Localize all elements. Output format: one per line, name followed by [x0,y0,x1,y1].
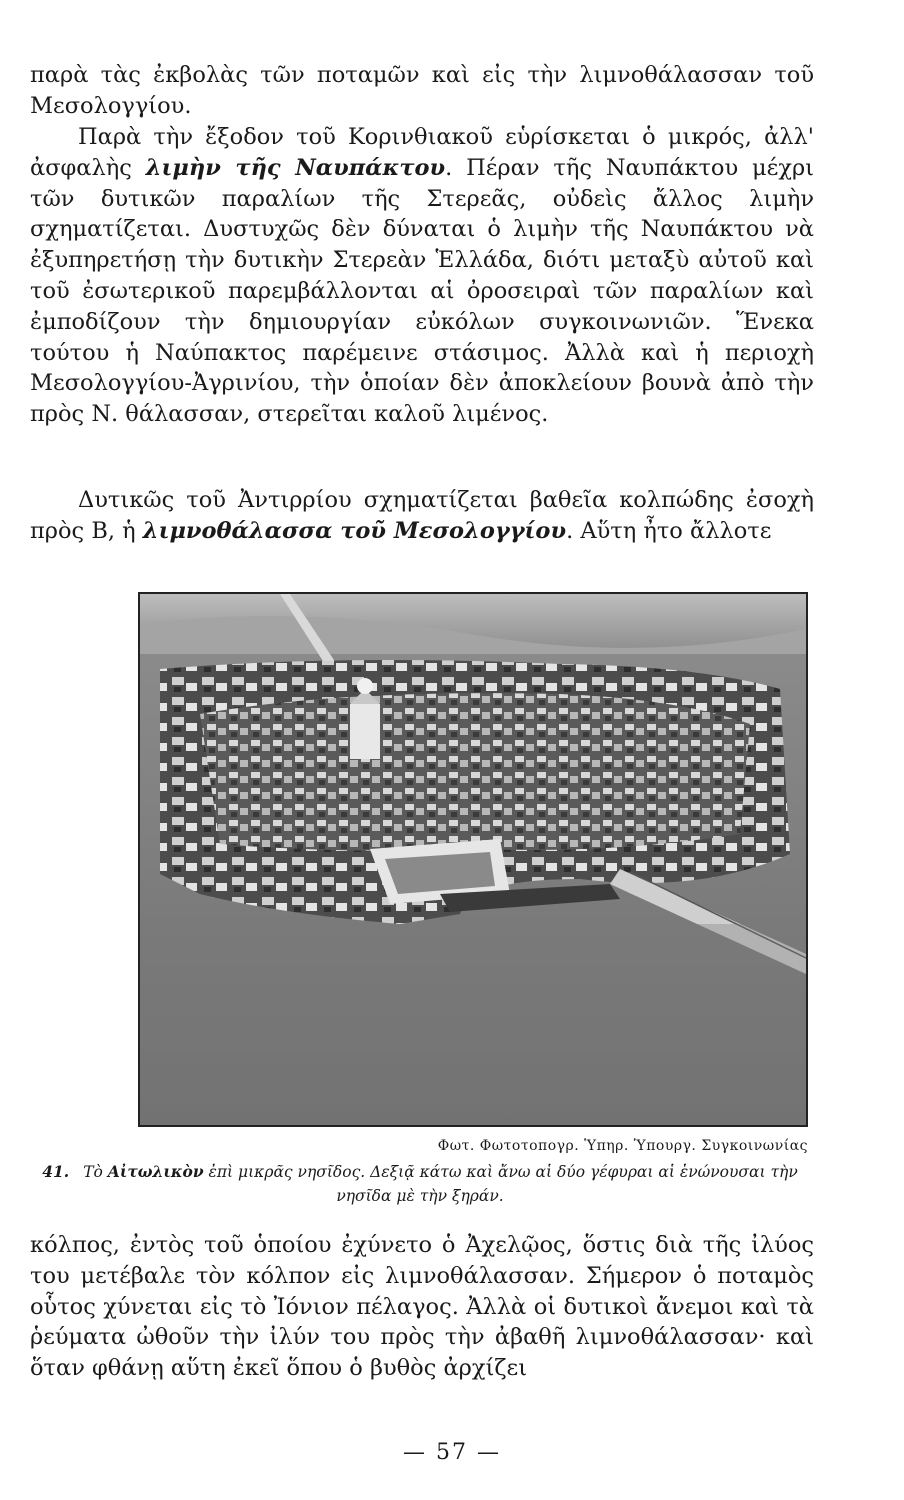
emphasis-term: λιμνοθάλασσα τοῦ Μεσολογγίου [142,517,567,544]
caption-place-name: Αἰτωλικὸν [107,1162,204,1181]
aitoliko-aerial-image [140,594,806,1125]
paragraph-text: . Πέραν τῆς Ναυπάκτου μέχρι τῶν δυτικῶν παραλίων τῆς Στερεᾶς, οὐδεὶς ἄλλος λιμὴν σχηματίζεται. Δυστυχῶς δὲν δύναται ὁ λιμὴν τῆς Ναυπάκτου νὰ ἐξυπηρετήσῃ τὴν δυτικὴν Στερεὰν Ἑλλάδα, διότι μεταξὺ αὐτοῦ καὶ τοῦ ἐσωτερικοῦ παρεμβάλλονται αἱ ὀροσειραὶ τῶν παραλίων καὶ ἐμποδίζουν τὴν δημιουργίαν εὐκόλων συγκοινωνιῶν. Ἕνεκα τούτου ἡ Ναύπακτος παρέμεινε στάσιμος. Ἀλλὰ καὶ ἡ περιοχὴ Μεσολογγίου-Ἀγρινίου, τὴν ὁποίαν δὲν ἀποκλείουν βουνὰ ἀπὸ τὴν πρὸς Ν. θάλασσαν, στερεῖται καλοῦ λιμένος. [30,154,814,428]
paragraph-acheloos [30,1230,814,1384]
paragraph-text: κόλπος, ἐντὸς τοῦ ὁποίου ἐχύνετο ὁ Ἀχελῷος, ὅστις διὰ τῆς ἰλύος του μετέβαλε τὸν κόλπον εἰς λιμνοθάλασσαν. Σήμερον ὁ ποταμὸς οὗτος χύνεται εἰς τὸ Ἰόνιον πέλαγος. Ἀλλὰ οἱ δυτικοὶ ἄνεμοι καὶ τὰ ῥεύματα ὠθοῦν τὴν ἰλύν του πρὸς τὴν ἀβαθῆ λιμνοθάλασσαν· καὶ ὅταν φθάνῃ αὕτη ἐκεῖ ὅπου ὁ βυθὸς ἀρχίζει [30,1232,814,1382]
paragraph-text: παρὰ τὰς ἐκβολὰς τῶν ποταμῶν καὶ εἰς τὴν λιμνοθάλασσαν τοῦ Μεσολογγίου. [30,62,814,119]
photo-credit: Φωτ. Φωτοτοπογρ. Ὑπηρ. Ὑπουργ. Συγκοινωνίας [437,1138,808,1154]
figure-number: 41. [42,1162,70,1181]
paragraph-text: Δυτικῶς τοῦ Ἀντιρρίου σχηματίζεται βαθεῖα κολπώδης ἐσοχὴ πρὸς Β, ἡ [30,487,814,544]
caption-text: ἐπὶ μικρᾶς νησῖδος. Δεξιᾷ κάτω καὶ ἄνω αἱ δύο γέφυραι αἱ ἑνώνουσαι τὴν νησῖδα μὲ τὴν ξηράν. [203,1163,798,1205]
page-number: — 57 — [403,1440,501,1465]
aerial-photograph [138,592,808,1127]
paragraph-naupaktos [30,122,814,430]
paragraph-text: Παρὰ τὴν ἔξοδον τοῦ Κορινθιακοῦ εὑρίσκεται ὁ μικρός, ἀλλ' ἀσφαλὴς [30,124,814,181]
paragraph-continuation [30,60,814,122]
paragraph-mesolonghi [30,485,814,547]
figure-caption [30,1160,810,1208]
caption-text: Τὸ [83,1163,108,1181]
emphasis-term: λιμὴν τῆς Ναυπάκτου [145,154,446,181]
paragraph-text: . Αὕτη ἦτο ἄλλοτε [566,517,772,544]
